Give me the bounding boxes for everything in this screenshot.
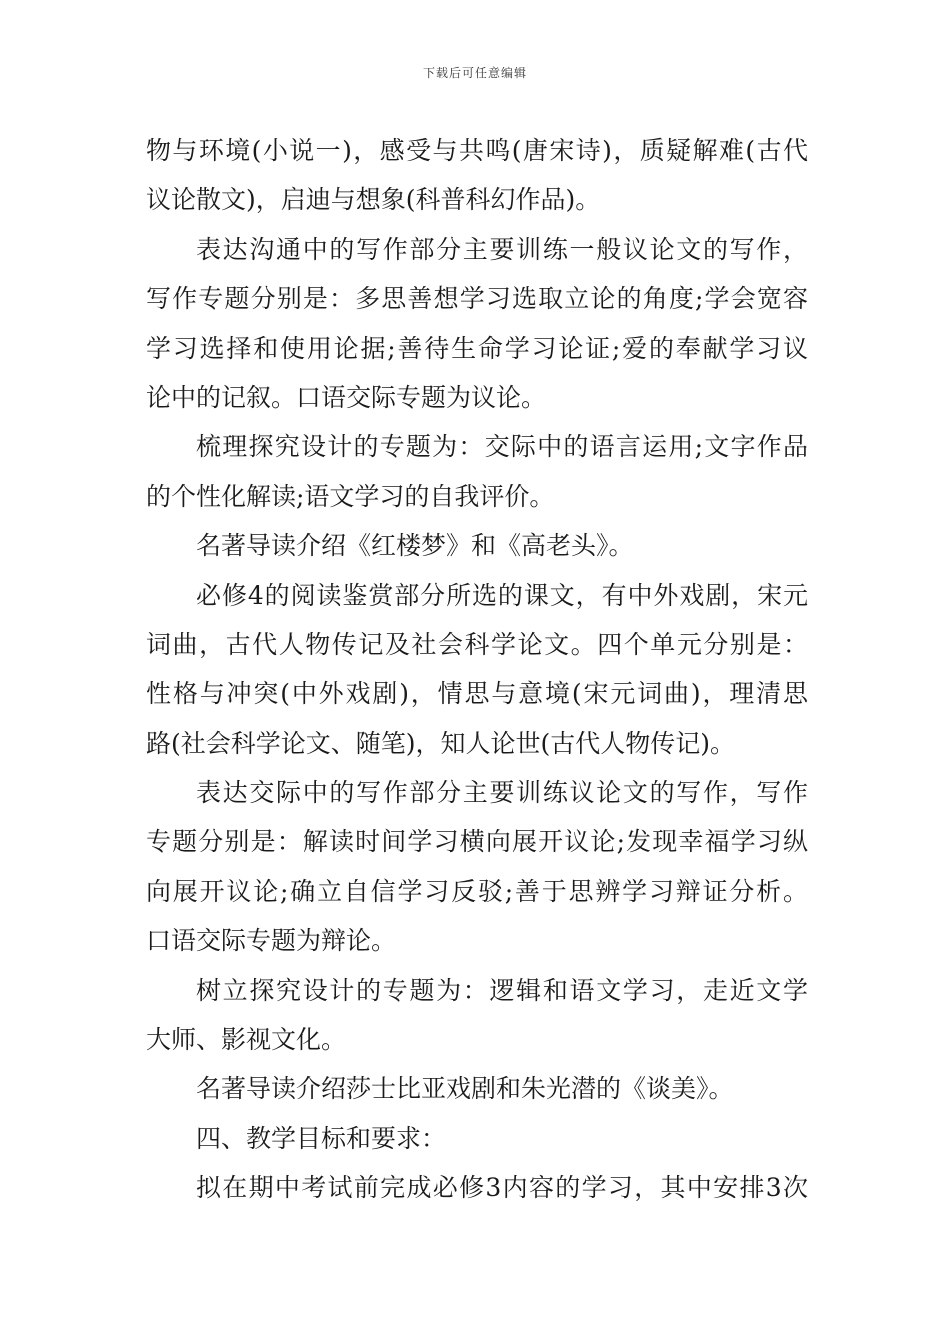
text-line: 向展开议论;确立自信学习反驳;善于思辨学习辩证分析。 (146, 876, 808, 906)
text-line: 口语交际专题为辩论。 (146, 926, 397, 956)
text-line: 名著导读介绍莎士比亚戏剧和朱光潜的《谈美》。 (196, 1074, 734, 1104)
text-line: 专题分别是：解读时间学习横向展开议论;发现幸福学习纵 (146, 827, 808, 857)
text-line: 学习选择和使用论据;善待生命学习论证;爱的奉献学习议 (146, 333, 808, 363)
text-line: 名著导读介绍《红楼梦》和《高老头》。 (196, 531, 634, 561)
text-line: 表达沟通中的写作部分主要训练一般议论文的写作， (196, 234, 808, 264)
text-line: 的个性化解读;语文学习的自我评价。 (146, 481, 555, 511)
text-line: 大师、影视文化。 (146, 1025, 347, 1055)
text-line: 四、教学目标和要求： (196, 1123, 447, 1153)
text-line: 拟在期中考试前完成必修3内容的学习，其中安排3次 (196, 1173, 808, 1203)
text-line: 写作专题分别是：多思善想学习选取立论的角度;学会宽容 (146, 284, 808, 314)
text-line: 性格与冲突(中外戏剧)，情思与意境(宋元词曲)，理清思 (146, 679, 808, 709)
text-line: 路(社会科学论文、随笔)，知人论世(古代人物传记)。 (146, 728, 736, 758)
text-line: 词曲，古代人物传记及社会科学论文。四个单元分别是： (146, 629, 808, 659)
text-line: 物与环境(小说一)，感受与共鸣(唐宋诗)，质疑解难(古代 (146, 136, 808, 165)
page-header: 下载后可任意编辑 (422, 66, 527, 80)
text-line: 必修4的阅读鉴赏部分所选的课文，有中外戏剧，宋元 (196, 580, 808, 610)
text-line: 议论散文)，启迪与想象(科普科幻作品)。 (146, 185, 601, 215)
text-line: 表达交际中的写作部分主要训练议论文的写作，写作 (196, 778, 808, 808)
text-line: 梳理探究设计的专题为：交际中的语言运用;文字作品 (196, 432, 808, 462)
document-body (146, 126, 808, 1213)
text-line: 论中的记叙。口语交际专题为议论。 (146, 382, 547, 412)
text-line: 树立探究设计的专题为：逻辑和语文学习，走近文学 (196, 975, 808, 1005)
